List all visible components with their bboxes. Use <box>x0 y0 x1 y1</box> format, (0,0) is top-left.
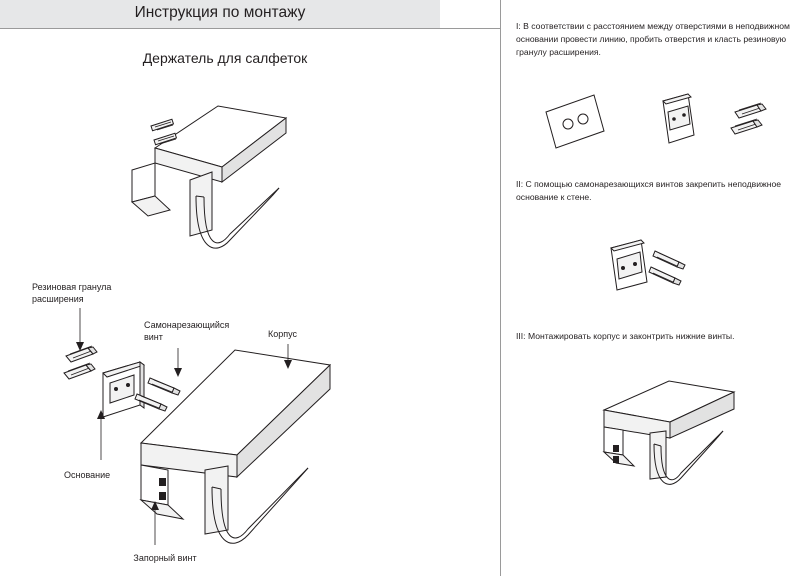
self-tapping-screw-step2-a <box>653 251 685 269</box>
exploded-holder-bottom <box>64 308 330 545</box>
page-title: Инструкция по монтажу <box>134 4 306 21</box>
lock-screw-2 <box>159 492 166 500</box>
self-tapping-screw-step2-b <box>649 267 681 285</box>
callout-lock-screw: Запорный винт <box>133 553 197 563</box>
rubber-granule-step1-b <box>731 119 762 134</box>
step-2-text: II: С помощью самонарезающихся винтов закрепить неподвижное основание к стене. <box>516 179 782 202</box>
rubber-granule-2 <box>64 363 95 379</box>
step-3-illustration <box>604 381 734 484</box>
screw-top-2 <box>154 133 176 145</box>
self-tapping-screw-1 <box>148 378 180 395</box>
rubber-granule-step1-a <box>735 103 766 118</box>
step-2-illustration <box>611 240 685 290</box>
assembled-holder-top <box>132 106 286 248</box>
column-divider <box>500 0 501 576</box>
step-3-text: III: Монтажировать корпус и законтрить нижние винты. <box>516 331 735 341</box>
callout-screw: Самонарезающийся винт <box>144 320 230 342</box>
page-subtitle: Держатель для салфеток <box>142 50 308 66</box>
lock-screw-step3-2 <box>613 456 619 463</box>
self-tapping-screw-2 <box>135 394 167 411</box>
screw-top-1 <box>151 119 173 131</box>
callout-body: Корпус <box>268 329 298 339</box>
callout-granule: Резиновая гранула расширения <box>32 282 112 304</box>
step-1-illustration <box>546 94 766 148</box>
step-1-text: I: В соответствии с расстоянием между отверстиями в неподвижном основании провести линию, пробить отверстия и класть резиновую гранулу расширения. <box>516 21 790 57</box>
callout-base: Основание <box>64 470 111 480</box>
base-plate <box>103 362 144 417</box>
lock-screw-step3-1 <box>613 445 619 452</box>
rubber-granule-1 <box>66 346 97 362</box>
header-divider <box>0 28 500 29</box>
lock-screw-1 <box>159 478 166 486</box>
